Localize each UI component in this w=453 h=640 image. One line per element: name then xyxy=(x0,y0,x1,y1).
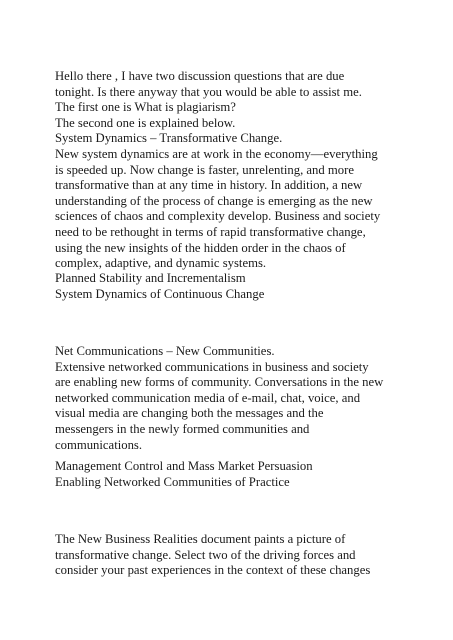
text-line: tonight. Is there anyway that you would be able to assist me. xyxy=(55,84,362,99)
text-line: The first one is What is plagiarism? xyxy=(55,100,236,115)
communications-paragraph xyxy=(55,344,445,453)
comparison-pair-1 xyxy=(55,271,445,302)
text-line: The New Business Realities document paints a picture of xyxy=(55,532,346,546)
text-line: is speeded up. Now change is faster, unrelenting, and more xyxy=(55,162,354,177)
text-line: communications. xyxy=(55,437,143,452)
section-heading: System Dynamics – Transformative Change. xyxy=(55,131,283,146)
text-line: sciences of chaos and complexity develop. Business and society xyxy=(55,209,381,224)
text-line: New system dynamics are at work in the economy—everything xyxy=(55,146,378,161)
text-line: Enabling Networked Communities of Practice xyxy=(55,474,290,489)
text-line: using the new insights of the hidden order in the chaos of xyxy=(55,240,346,255)
text-line: consider your past experiences in the context of these changes xyxy=(55,563,371,578)
text-line: are enabling new forms of community. Conversations in the new xyxy=(55,375,384,390)
text-line: networked communication media of e-mail, chat, voice, and xyxy=(55,390,361,405)
text-line: understanding of the process of change is emerging as the new xyxy=(55,193,373,208)
intro-paragraph xyxy=(55,69,445,272)
text-line: Management Control and Mass Market Persuasion xyxy=(55,459,313,473)
text-line: Extensive networked communications in business and society xyxy=(55,359,369,374)
text-line: complex, adaptive, and dynamic systems. xyxy=(55,256,267,271)
text-line: Hello there , I have two discussion questions that are due xyxy=(55,69,345,83)
section-heading: Net Communications – New Communities. xyxy=(55,344,275,358)
closing-paragraph xyxy=(55,532,445,579)
comparison-pair-2 xyxy=(55,459,445,490)
text-line: transformative than at any time in history. In addition, a new xyxy=(55,178,363,193)
text-line: need to be rethought in terms of rapid transformative change, xyxy=(55,224,366,239)
text-line: transformative change. Select two of the driving forces and xyxy=(55,547,356,562)
text-line: visual media are changing both the messages and the xyxy=(55,406,324,421)
text-line: Planned Stability and Incrementalism xyxy=(55,271,246,285)
text-line: The second one is explained below. xyxy=(55,115,236,130)
text-line: System Dynamics of Continuous Change xyxy=(55,286,265,301)
text-line: messengers in the newly formed communities and xyxy=(55,421,310,436)
